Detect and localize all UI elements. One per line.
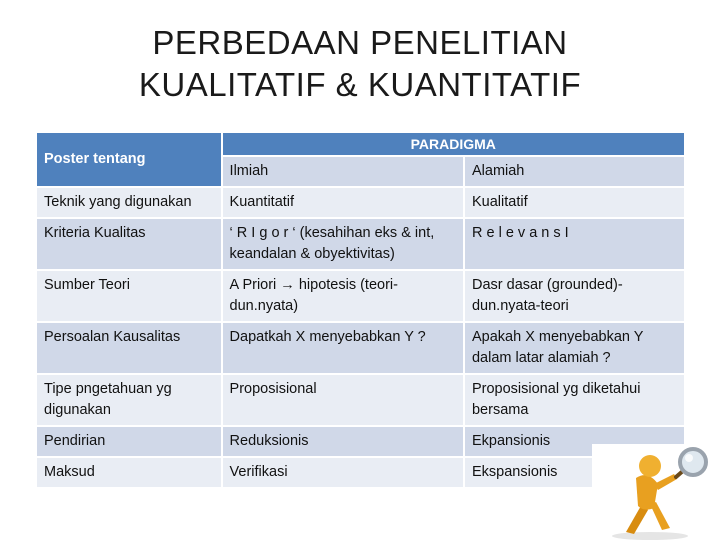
table-row [37,375,684,427]
row-label: Maksud [37,458,223,489]
row-label: Kriteria Kualitas [37,219,223,271]
subheader-ilmiah: Ilmiah [223,157,465,188]
cell-ilmiah: ‘ R I g o r ‘ (kesahihan eks & int, keandalan & obyektivitas) [223,219,465,271]
header-poster-tentang: Poster tentang [37,133,223,188]
title-line-2: KUALITATIF & KUANTITATIF [138,66,582,103]
cell-alamiah: Ekspansionis [465,458,684,489]
cell-ilmiah: A Priori → hipotesis (teori-dun.nyata) [223,271,465,323]
row-label: Persoalan Kausalitas [37,323,223,375]
row-label: Sumber Teori [37,271,223,323]
cell-ilmiah: Verifikasi [223,458,465,489]
cell-ilmiah: Kuantitatif [223,188,465,219]
table-row [37,427,684,458]
table-row [37,323,684,375]
table-row [37,458,684,489]
comparison-table [37,133,684,489]
table-row [37,271,684,323]
cell-alamiah: R e l e v a n s I [465,219,684,271]
header-paradigma: PARADIGMA [223,133,684,157]
subheader-alamiah: Alamiah [465,157,684,188]
table-row [37,188,684,219]
cell-alamiah: Dasr dasar (grounded)-dun.nyata-teori [465,271,684,323]
title-line-1: PERBEDAAN PENELITIAN [152,24,568,61]
cell-alamiah: Apakah X menyebabkan Y dalam latar alamiah ? [465,323,684,375]
slide-title [0,22,720,106]
cell-ilmiah: Dapatkah X menyebabkan Y ? [223,323,465,375]
person-with-magnifying-glass-icon [592,444,720,540]
cell-alamiah: Proposisional yg diketahui bersama [465,375,684,427]
cell-ilmiah: Proposisional [223,375,465,427]
cell-alamiah: Ekpansionis [465,427,684,458]
cell-ilmiah: Reduksionis [223,427,465,458]
table-row [37,219,684,271]
row-label: Teknik yang digunakan [37,188,223,219]
row-label: Pendirian [37,427,223,458]
row-label: Tipe pngetahuan yg digunakan [37,375,223,427]
cell-alamiah: Kualitatif [465,188,684,219]
